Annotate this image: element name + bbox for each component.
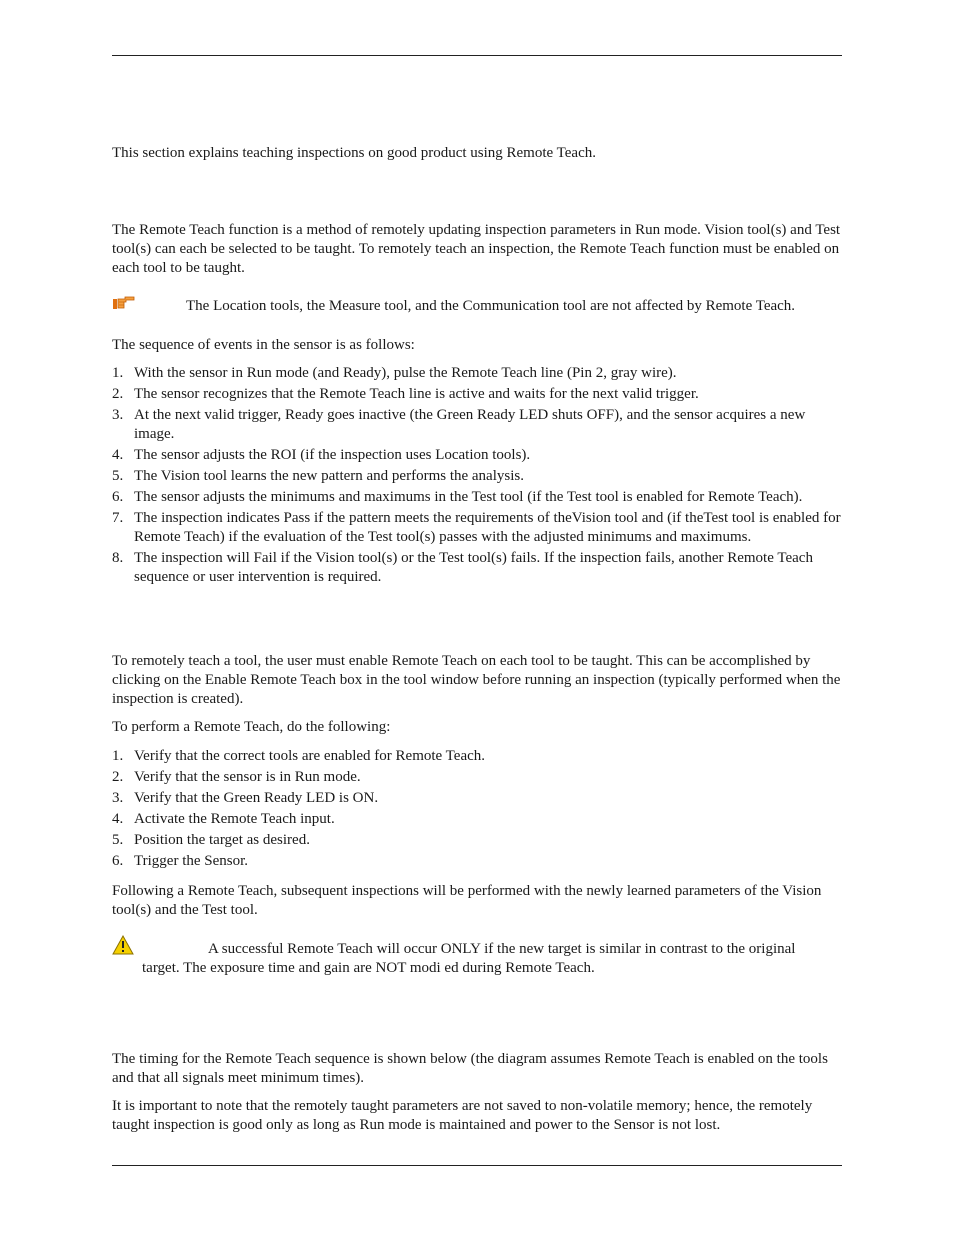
list-item-text: The Vision tool learns the new pattern and performs the analysis. — [134, 468, 524, 484]
list-item-text: The sensor adjusts the ROI (if the inspection uses Location tools). — [134, 447, 531, 463]
list-number: 1. — [112, 365, 124, 381]
caution-text — [112, 940, 842, 978]
list-number: 3. — [112, 407, 124, 423]
list-number: 6. — [112, 489, 124, 505]
list-item — [112, 768, 847, 787]
list-item — [112, 364, 847, 383]
list-item — [112, 446, 847, 465]
list-item — [112, 385, 847, 404]
list-item-text: Verify that the Green Ready LED is ON. — [134, 790, 379, 806]
intro-paragraph: This section explains teaching inspections on good product using Remote Teach. — [112, 145, 596, 161]
list-item-text: With the sensor in Run mode (and Ready), pulse the Remote Teach line (Pin 2, gray wire). — [134, 365, 677, 381]
list-item-text: Verify that the sensor is in Run mode. — [134, 769, 361, 785]
list-item — [112, 467, 847, 486]
footer-rule — [112, 1165, 842, 1166]
list-number: 5. — [112, 468, 124, 484]
perform-intro: To perform a Remote Teach, do the following: — [112, 719, 391, 735]
list-item-text: Trigger the Sensor. — [134, 853, 249, 869]
list-number: 5. — [112, 832, 124, 848]
following-teach-paragraph: Following a Remote Teach, subsequent inspections will be performed with the newly learned parameters of the Vision tool(s) and the Test tool. — [112, 883, 822, 918]
non-volatile-paragraph: It is important to note that the remotely taught parameters are not saved to non-volatile memory; hence, the remotely taught inspection is good only as long as Run mode is maintained and power to the Sensor is not lost. — [112, 1098, 813, 1133]
list-number: 4. — [112, 811, 124, 827]
list-number: 6. — [112, 853, 124, 869]
remote-teach-description: The Remote Teach function is a method of remotely updating inspection parameters in Run mode. Vision tool(s) and Test tool(s) can each be selected to be taught. To remotely teach an inspection, the Remote Teach function must be enabled on each tool to be taught. — [112, 222, 841, 276]
list-item-text: Activate the Remote Teach input. — [134, 811, 335, 827]
list-item-text: The sensor adjusts the minimums and maximums in the Test tool (if the Test tool is enabled for Remote Teach). — [134, 489, 803, 505]
list-number: 8. — [112, 550, 124, 566]
list-number: 7. — [112, 510, 124, 526]
list-item-text: The inspection will Fail if the Vision tool(s) or the Test tool(s) fails. If the inspection fails, another Remote Teach sequence or user intervention is required. — [134, 550, 813, 585]
list-item — [112, 852, 847, 871]
list-number: 2. — [112, 769, 124, 785]
timing-paragraph: The timing for the Remote Teach sequence is shown below (the diagram assumes Remote Teach is enabled on the tools and that all signals meet minimum times). — [112, 1051, 828, 1086]
list-item — [112, 747, 847, 766]
list-number: 3. — [112, 790, 124, 806]
list-number: 2. — [112, 386, 124, 402]
note-text: The Location tools, the Measure tool, and the Communication tool are not affected by Remote Teach. — [186, 298, 796, 314]
caution-line-2: target. The exposure time and gain are NOT modi ed during Remote Teach. — [142, 960, 595, 976]
list-number: 4. — [112, 447, 124, 463]
list-item — [112, 789, 847, 808]
list-item-text: Position the target as desired. — [134, 832, 310, 848]
list-item — [112, 509, 847, 547]
list-item — [112, 488, 847, 507]
list-item-text: The sensor recognizes that the Remote Teach line is active and waits for the next valid trigger. — [134, 386, 699, 402]
enable-remote-teach-paragraph: To remotely teach a tool, the user must enable Remote Teach on each tool to be taught. This can be accomplished by clicking on the Enable Remote Teach box in the tool window before running an inspection (typically performed when the inspection is created). — [112, 653, 841, 707]
list-item-text: The inspection indicates Pass if the pattern meets the requirements of theVision tool and (if theTest tool is enabled for Remote Teach) if the evaluation of the Test tool(s) passes with the adjusted minimums and maximums. — [134, 510, 841, 545]
caution-line-1: A successful Remote Teach will occur ONLY if the new target is similar in contrast to the original — [208, 941, 796, 957]
list-number: 1. — [112, 748, 124, 764]
list-item — [112, 406, 847, 444]
list-item — [112, 549, 847, 587]
list-item — [112, 810, 847, 829]
sequence-list — [112, 364, 847, 589]
header-rule — [112, 55, 842, 56]
list-item-text: Verify that the correct tools are enabled for Remote Teach. — [134, 748, 486, 764]
pointing-hand-icon — [112, 295, 136, 311]
list-item-text: At the next valid trigger, Ready goes inactive (the Green Ready LED shuts OFF), and the sensor acquires a new image. — [134, 407, 806, 442]
steps-list — [112, 747, 847, 873]
sequence-intro: The sequence of events in the sensor is as follows: — [112, 337, 415, 353]
list-item — [112, 831, 847, 850]
